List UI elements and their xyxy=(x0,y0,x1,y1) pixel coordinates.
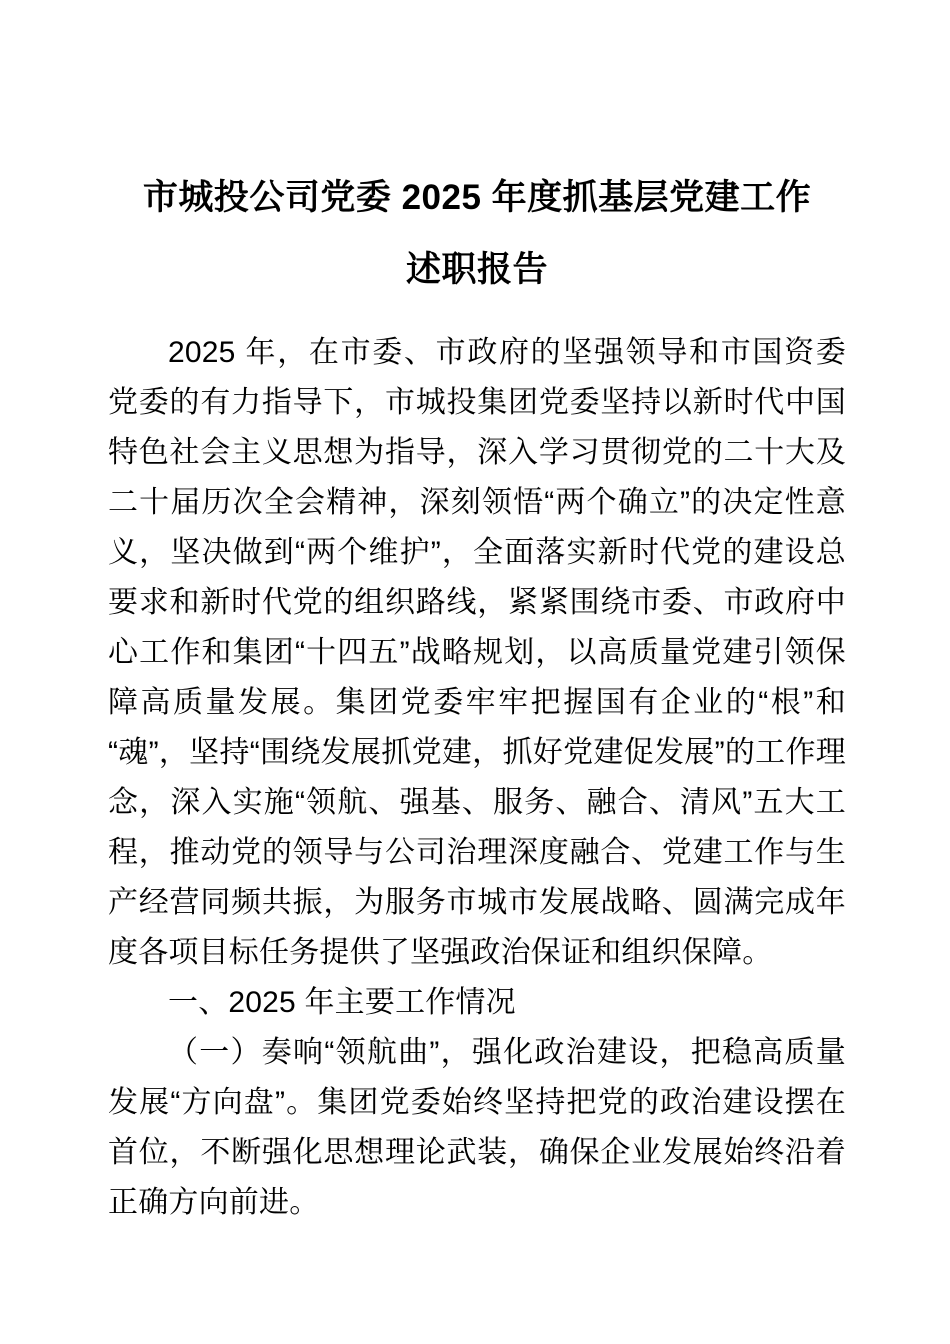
subsection-one-a: （一）奏响“领航曲”，强化政治建设，把稳高质量发展“方向盘”。集团党委始终坚持把党的政治建设摆在首位，不断强化思想理论武装，确保企业发展始终沿着正确方向前进。 xyxy=(108,1036,846,1219)
document-content xyxy=(108,0,846,1228)
section-heading-one: 一、2025 年主要工作情况 xyxy=(168,986,516,1019)
document-body xyxy=(108,328,846,1228)
paragraph-intro: 2025 年，在市委、市政府的坚强领导和市国资委党委的有力指导下，市城投集团党委坚持以新时代中国特色社会主义思想为指导，深入学习贯彻党的二十大及二十届历次全会精神，深刻领悟“两个确立”的决定性意义，坚决做到“两个维护”，全面落实新时代党的建设总要求和新时代党的组织路线，紧紧围绕市委、市政府中心工作和集团“十四五”战略规划，以高质量党建引领保障高质量发展。集团党委牢牢把握国有企业的“根”和“魂”，坚持“围绕发展抓党建，抓好党建促发展”的工作理念，深入实施“领航、强基、服务、融合、清风”五大工程，推动党的领导与公司治理深度融合、党建工作与生产经营同频共振，为服务市城市发展战略、圆满完成年度各项目标任务提供了坚强政治保证和组织保障。 xyxy=(108,336,846,969)
page-title-line-1: 市城投公司党委 2025 年度抓基层党建工作 xyxy=(142,178,812,217)
page-title-line-2: 述职报告 xyxy=(405,250,548,289)
